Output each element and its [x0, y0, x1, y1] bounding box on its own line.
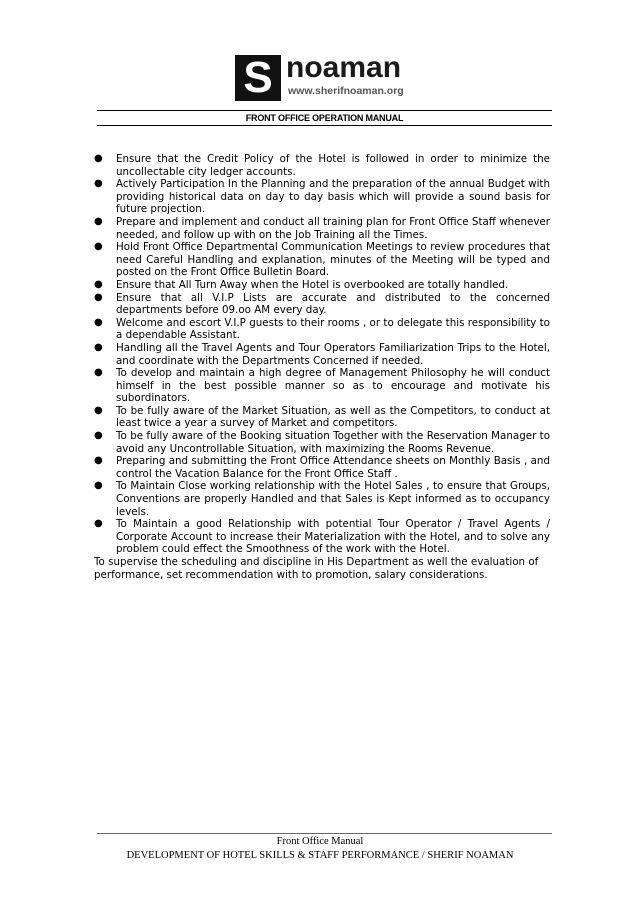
- list-item: [94, 430, 550, 455]
- bullet-icon: ●: [94, 278, 103, 290]
- list-item: [94, 367, 550, 405]
- bullet-icon: ●: [94, 241, 103, 253]
- page-header-title: FRONT OFFICE OPERATION MANUAL: [245, 113, 404, 123]
- list-item-text: To Maintain a good Relationship with potential Tour Operator / Travel Agents / Corporate Account to increase their Materialization with the Hotel, and to solve any problem could effect the Smoothness of the work with the Hotel.: [116, 518, 550, 556]
- list-item-text: Prepare and implement and conduct all training plan for Front Office Staff whenever needed, and follow up with on the Job Training all the Times.: [116, 215, 550, 241]
- footer-title: Front Office Manual: [276, 836, 364, 847]
- list-item: [94, 342, 550, 367]
- bullet-icon: ●: [94, 341, 103, 353]
- bullet-icon: ●: [94, 215, 103, 227]
- bullet-icon: ●: [94, 480, 103, 492]
- list-item-text: Ensure that the Credit Policy of the Hotel is followed in order to minimize the uncollectable city ledger accounts.: [116, 153, 550, 178]
- list-item-text: Hold Front Office Departmental Communication Meetings to review procedures that need Careful Handling and explanation, minutes of the Meeting will be typed and posted on the Front Office Bulletin Board.: [116, 241, 550, 279]
- footer-subtitle: DEVELOPMENT OF HOTEL SKILLS & STAFF PERFORMANCE / SHERIF NOAMAN: [126, 850, 514, 861]
- bullet-icon: ●: [94, 518, 103, 530]
- list-item: [94, 279, 550, 292]
- list-item-text: Preparing and submitting the Front Office Attendance sheets on Monthly Basis , and control the Vacation Balance for the Front Office Staff .: [116, 455, 550, 480]
- document-body: [94, 153, 550, 581]
- header-rule-bottom: [97, 125, 552, 126]
- bullet-icon: ●: [94, 455, 103, 467]
- list-item: [94, 518, 550, 556]
- list-item: [94, 292, 550, 317]
- list-item: [94, 317, 550, 342]
- list-item-text: To develop and maintain a high degree of Management Philosophy he will conduct himself in the best possible manner so as to encourage and motivate his subordinators.: [116, 367, 550, 405]
- logo-word: noaman: [286, 51, 402, 84]
- list-item: [94, 178, 550, 216]
- bullet-icon: ●: [94, 404, 103, 416]
- list-item: [94, 153, 550, 178]
- bullet-icon: ●: [94, 430, 103, 442]
- closing-paragraph: To supervise the scheduling and discipline in His Department as well the evaluation of performance, set recommendation with to promotion, salary considerations.: [94, 556, 539, 581]
- footer-rule: [97, 833, 552, 834]
- list-item-text: To be fully aware of the Market Situation, as well as the Competitors, to conduct at least twice a year a survey of Market and competitors.: [116, 404, 550, 430]
- bullet-icon: ●: [94, 367, 103, 379]
- responsibility-list: [94, 153, 550, 556]
- list-item-text: Handling all the Travel Agents and Tour Operators Familiarization Trips to the Hotel, and coordinate with the Departments Concerned if needed.: [116, 341, 550, 367]
- list-item-text: Welcome and escort V.I.P guests to their rooms , or to delegate this responsibility to a dependable Assistant.: [116, 316, 550, 342]
- list-item: [94, 216, 550, 241]
- logo: [235, 51, 413, 102]
- list-item-text: To Maintain Close working relationship with the Hotel Sales , to ensure that Groups, Conventions are properly Handled and that Sales is Kept informed as to occupancy levels.: [116, 480, 550, 518]
- bullet-icon: ●: [94, 291, 103, 303]
- list-item: [94, 241, 550, 279]
- list-item-text: Actively Participation In the Planning and the preparation of the annual Budget with providing historical data on day to day basis which will provide a sound basis for future projection.: [116, 178, 550, 216]
- bullet-icon: ●: [94, 153, 103, 164]
- list-item: [94, 405, 550, 430]
- list-item: [94, 455, 550, 480]
- logo-letter: S: [235, 55, 281, 101]
- list-item-text: Ensure that All Turn Away when the Hotel is overbooked are totally handled.: [116, 278, 509, 291]
- bullet-icon: ●: [94, 316, 103, 328]
- logo-url: www.sherifnoaman.org: [288, 85, 404, 97]
- list-item-text: To be fully aware of the Booking situation Together with the Reservation Manager to avoid any Uncontrollable Situation, with maximizing the Rooms Revenue.: [116, 430, 550, 455]
- bullet-icon: ●: [94, 178, 103, 190]
- list-item-text: Ensure that all V.I.P Lists are accurate and distributed to the concerned departments before 09.oo AM every day.: [116, 291, 550, 317]
- list-item: [94, 480, 550, 518]
